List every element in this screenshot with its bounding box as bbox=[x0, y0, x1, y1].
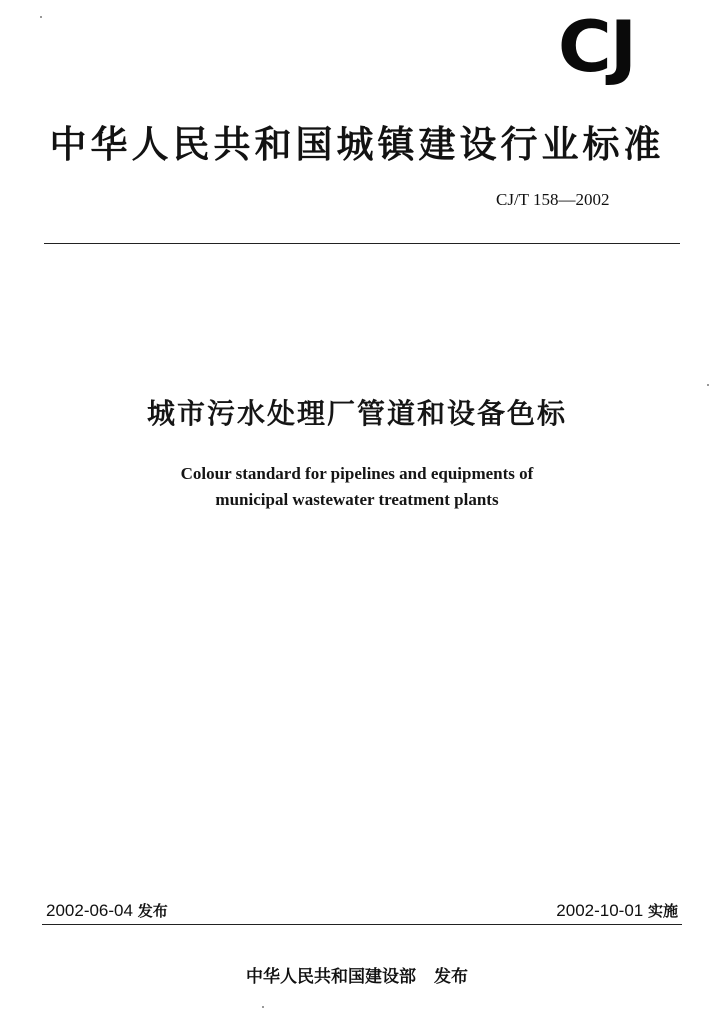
scan-speck bbox=[40, 16, 42, 18]
standard-category-title: 中华人民共和国城镇建设行业标准 bbox=[49, 123, 665, 166]
issue-label: 发布 bbox=[137, 902, 168, 920]
document-title-english bbox=[0, 461, 714, 513]
english-title-line-2: municipal wastewater treatment plants bbox=[215, 490, 499, 509]
scan-speck bbox=[262, 1006, 264, 1008]
cj-logo: CJ bbox=[557, 6, 635, 88]
implementation-label: 实施 bbox=[647, 902, 678, 920]
document-title-chinese: 城市污水处理厂管道和设备色标 bbox=[146, 397, 567, 430]
publisher-action: 发布 bbox=[434, 967, 468, 987]
implementation-date-block bbox=[556, 900, 678, 921]
scan-speck bbox=[707, 384, 709, 386]
issue-date: 2002-06-04 bbox=[46, 901, 133, 920]
publisher-line bbox=[0, 962, 714, 987]
publisher-name: 中华人民共和国建设部 bbox=[246, 967, 416, 987]
footer-divider bbox=[42, 924, 682, 925]
implementation-date: 2002-10-01 bbox=[556, 901, 644, 920]
standard-code: CJ/T 158—2002 bbox=[496, 190, 610, 209]
english-title-line-1: Colour standard for pipelines and equipments of bbox=[180, 464, 534, 483]
issue-date-block bbox=[46, 900, 168, 921]
header-divider bbox=[44, 243, 680, 244]
